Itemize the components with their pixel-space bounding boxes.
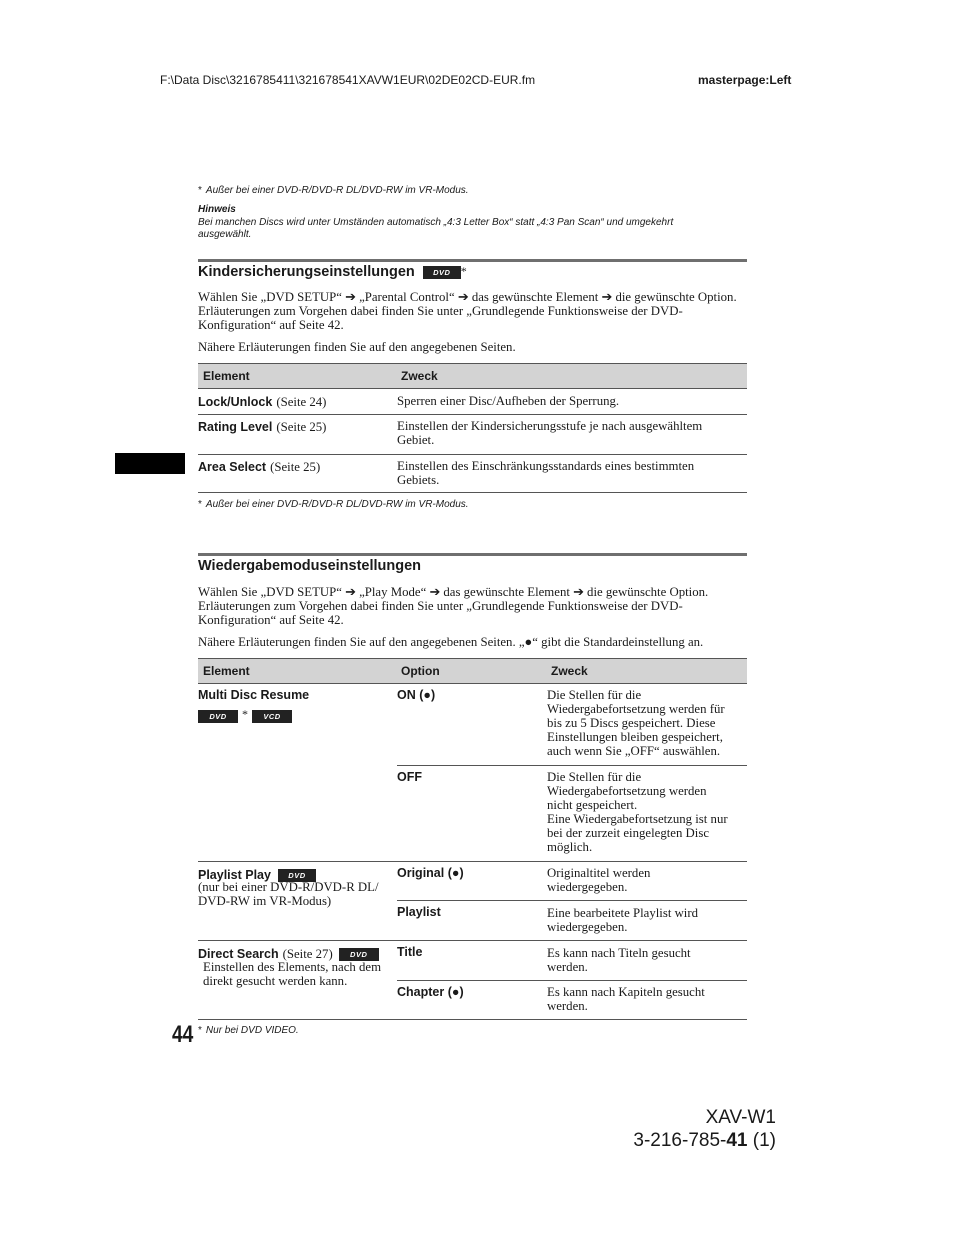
right-arrow-icon: ➔ [457, 290, 469, 304]
row-divider [198, 414, 747, 415]
footnote-text: Außer bei einer DVD-R/DVD-R DL/DVD-RW im VR-Modus. [205, 185, 469, 196]
table-footnote: * Außer bei einer DVD-R/DVD-R DL/DVD-RW im VR-Modus. [198, 499, 469, 510]
filled-circle-icon: ● [451, 866, 460, 880]
table-bottom [198, 492, 747, 493]
section-title-playmode: Wiedergabemoduseinstellungen [198, 558, 422, 574]
dvd-badge: DVD [339, 948, 379, 961]
intro-line-1: Wählen Sie „DVD SETUP“ ➔ „Parental Control“ ➔ das gewünschte Element ➔ die gewünschte Option. [198, 290, 737, 304]
row-ref: (Seite 25) [276, 420, 327, 434]
option-chapter: Chapter (●) [397, 985, 464, 999]
row-zweck: Einstellen der Kindersicherungsstufe je nach ausgewähltem [397, 419, 703, 433]
row-divider [198, 454, 747, 455]
col-element: Element [203, 664, 250, 678]
badge-star: * [242, 707, 248, 721]
vcd-badge: VCD [252, 710, 292, 723]
right-arrow-icon: ➔ [601, 290, 613, 304]
sub-divider [397, 980, 747, 981]
row-zweck: Sperren einer Disc/Aufheben der Sperrung. [397, 394, 620, 408]
format-badges [198, 707, 292, 725]
element-multi-disc-resume: Multi Disc Resume [198, 688, 310, 702]
row-ref: (Seite 25) [270, 460, 321, 474]
model-code: 3-216-785-41 (1) [633, 1130, 776, 1151]
dvd-badge: DVD [423, 266, 461, 279]
section-rule [198, 259, 747, 262]
zweck-title: Es kann nach Titeln gesucht werden. [547, 946, 691, 974]
section-rule [198, 553, 747, 556]
element-direct-search: Direct Search (Seite 27) DVD [198, 945, 379, 963]
right-arrow-icon: ➔ [345, 290, 356, 304]
sub-divider [397, 765, 747, 766]
zweck-playlist: Eine bearbeitete Playlist wird wiedergegeben. [547, 906, 699, 934]
table-header [198, 363, 747, 389]
filled-circle-icon: ● [423, 688, 431, 702]
file-path: F:\Data Disc\3216785411\321678541XAVW1EUR\02DE02CD-EUR.fm [160, 73, 536, 87]
right-arrow-icon: ➔ [429, 585, 441, 599]
option-title: Title [397, 945, 423, 959]
row-divider [198, 940, 747, 941]
table-row [198, 418, 326, 436]
row-element: Area Select [198, 460, 267, 474]
intro-line-3: Konfiguration“ auf Seite 42. [198, 613, 344, 627]
row-zweck: Gebiet. [397, 433, 435, 447]
row-ref: (Seite 24) [276, 395, 327, 409]
model-name: XAV-W1 [705, 1107, 776, 1128]
chapter-tab [115, 453, 185, 474]
row-divider [198, 861, 747, 862]
right-arrow-icon: ➔ [345, 585, 356, 599]
playlist-note: (nur bei einer DVD-R/DVD-R DL/ DVD-RW im VR-Modus) [198, 880, 379, 908]
intro-line-2: Erläuterungen zum Vorgehen dabei finden Sie unter „Grundlegende Funktionsweise der DVD- [198, 599, 683, 613]
option-off: OFF [397, 770, 422, 784]
pages-note: Nähere Erläuterungen finden Sie auf den angegebenen Seiten. [198, 340, 516, 354]
zweck-original: Originaltitel werden wiedergegeben. [547, 866, 651, 894]
col-element: Element [203, 369, 250, 383]
intro-line-1: Wählen Sie „DVD SETUP“ ➔ „Play Mode“ ➔ das gewünschte Element ➔ die gewünschte Option. [198, 585, 709, 599]
intro-line-2: Erläuterungen zum Vorgehen dabei finden Sie unter „Grundlegende Funktionsweise der DVD- [198, 304, 683, 318]
pages-note: Nähere Erläuterungen finden Sie auf den angegebenen Seiten. „●“ gibt die Standardeinstellung an. [198, 635, 704, 649]
sub-divider [397, 900, 747, 901]
hint-title: Hinweis [198, 204, 236, 215]
footnote-star: * [198, 185, 202, 196]
row-zweck: Einstellen des Einschränkungsstandards eines bestimmten [397, 459, 695, 473]
row-element: Rating Level [198, 420, 273, 434]
element-playlist-play: Playlist Play DVD [198, 866, 316, 884]
zweck-on: Die Stellen für die Wiedergabefortsetzung werden für bis zu 5 Discs gespeichert. Diese Einstellungen bleiben gespeichert, auch wenn Sie „OFF“ auswählen. [547, 688, 725, 758]
dvd-badge: DVD [278, 869, 316, 882]
filled-circle-icon: ● [524, 635, 533, 649]
zweck-chapter: Es kann nach Kapiteln gesucht werden. [547, 985, 705, 1013]
hint-line-1: Bei manchen Discs wird unter Umständen automatisch „4:3 Letter Box“ statt „4:3 Pan Scan“ und umgekehrt [198, 217, 674, 228]
option-on: ON (●) [397, 688, 436, 702]
badge-star: * [460, 264, 467, 278]
table-row [198, 458, 320, 476]
section-title-parental [198, 264, 467, 280]
option-original: Original (●) [397, 866, 464, 880]
col-option: Option [401, 664, 440, 678]
col-zweck: Zweck [551, 664, 588, 678]
col-zweck: Zweck [401, 369, 438, 383]
dvd-badge: DVD [198, 710, 238, 723]
zweck-off: Die Stellen für die Wiedergabefortsetzung werden nicht gespeichert. Eine Wiedergabefortsetzung ist nur bei der zurzeit eingelegten Disc möglich. [547, 770, 728, 854]
hint-line-2: ausgewählt. [198, 229, 252, 240]
table-bottom [198, 1019, 747, 1020]
masterpage-label: masterpage:Left [698, 73, 792, 87]
option-playlist: Playlist [397, 905, 441, 919]
page-number: 44 [172, 1021, 194, 1048]
row-zweck: Gebiets. [397, 473, 440, 487]
table-header [198, 658, 747, 684]
intro-line-3: Konfiguration“ auf Seite 42. [198, 318, 344, 332]
table-row [198, 393, 326, 411]
top-footnote [198, 185, 469, 197]
filled-circle-icon: ● [451, 985, 460, 999]
section-title-text: Kindersicherungseinstellungen [198, 264, 415, 280]
table-footnote: * Nur bei DVD VIDEO. [198, 1025, 299, 1036]
right-arrow-icon: ➔ [573, 585, 584, 599]
direct-search-note: Einstellen des Elements, nach dem direkt gesucht werden kann. [203, 960, 382, 988]
row-element: Lock/Unlock [198, 395, 273, 409]
